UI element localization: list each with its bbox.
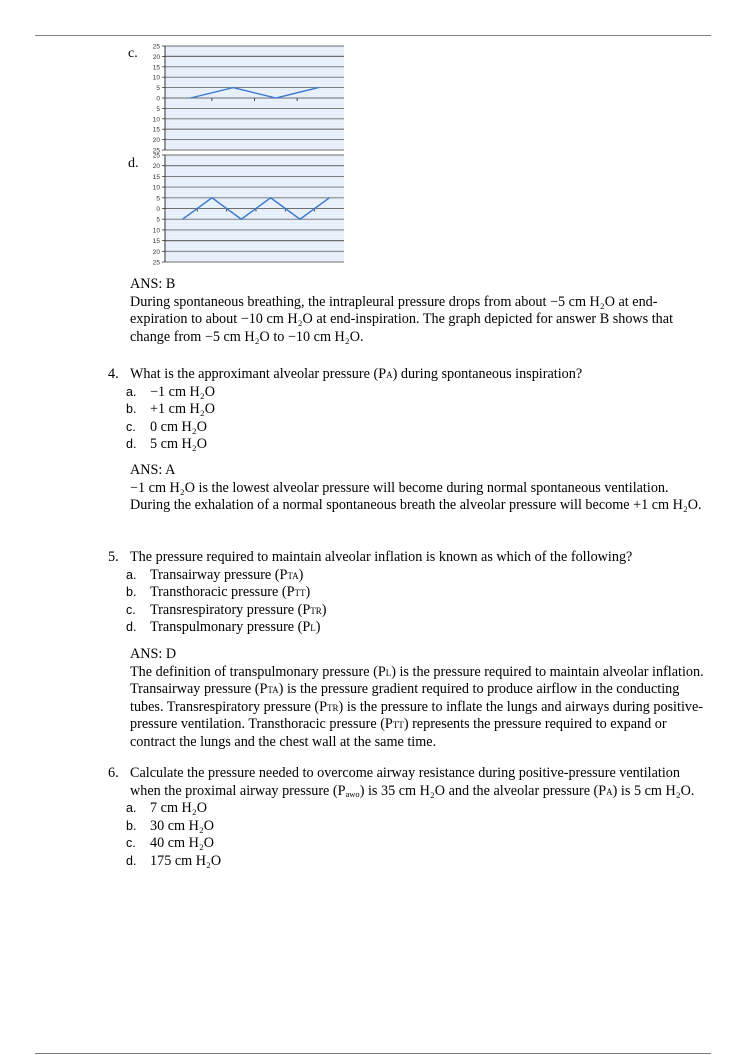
- option-letter-c: c.: [128, 46, 138, 61]
- y-tick-label: 10: [152, 184, 160, 192]
- answer-rationale: The definition of transpulmonary pressure (PL) is the pressure required to maintain alveolar inflation. Transairway pressure (PTA) is the pressure gradient required to produce airflow in the conducting tubes. Transrespiratory pressure (PTR) is the pressure to inflate the lungs and airways during positive-pressure ventilation. Transthoracic pressure (PTT) represents the pressure required to expand or contract the lungs and the chest wall at the same time.: [130, 663, 704, 750]
- data-point: [233, 87, 234, 88]
- option-d: d. Transpulmonary pressure (PL): [126, 619, 321, 635]
- y-tick-label: 15: [152, 64, 160, 72]
- answer-label: ANS: A: [130, 462, 176, 478]
- bottom-page-rule: [35, 1053, 711, 1054]
- option-list: [108, 567, 708, 637]
- option-letter-d: d.: [128, 156, 139, 171]
- option-b: b. Transthoracic pressure (PTT): [126, 584, 311, 600]
- answer-rationale: −1 cm H₂O is the lowest alveolar pressure will become during normal spontaneous ventilation. During the exhalation of a normal spontaneous breath the alveolar pressure will become +1 cm H₂O.: [130, 479, 702, 513]
- y-tick-label: 15: [152, 126, 160, 134]
- y-tick-label: 25: [152, 152, 160, 160]
- graph-d: [140, 151, 350, 266]
- question-stem: Calculate the pressure needed to overcome airway resistance during positive-pressure ventilation when the proximal airway pressure $(P_{awo})$ is 35 cm H₂O and the alveolar pressure (PA) is 5 cm H₂O.: [130, 765, 695, 799]
- question-number: 6.: [108, 765, 119, 781]
- y-tick-label: 5: [156, 195, 160, 203]
- option-a: a. −1 cm H₂O: [126, 383, 215, 400]
- data-point: [241, 219, 242, 220]
- data-point: [182, 219, 183, 220]
- y-tick-label: 0: [156, 95, 160, 103]
- question-6: [108, 765, 708, 870]
- data-point: [190, 97, 191, 98]
- option-a: a. 7 cm H₂O: [126, 800, 207, 816]
- answer-label: ANS: D: [130, 646, 177, 662]
- option-b: b. +1 cm H₂O: [126, 401, 215, 417]
- question-stem: The pressure required to maintain alveolar inflation is known as which of the following?: [130, 549, 633, 565]
- y-tick-label: 25: [152, 259, 160, 266]
- y-tick-label: 15: [152, 238, 160, 246]
- question-stem: What is the approximant alveolar pressure (PA) during spontaneous inspiration?: [130, 366, 583, 382]
- y-tick-label: 10: [152, 116, 160, 124]
- graph-d-svg: [140, 151, 350, 266]
- option-c: c. 40 cm H₂O: [126, 835, 215, 851]
- data-point: [270, 197, 271, 198]
- y-tick-label: 25: [152, 43, 160, 51]
- data-point: [329, 197, 330, 198]
- option-d: d. 5 cm H₂O: [126, 436, 207, 452]
- option-c: c. Transrespiratory pressure (PTR): [126, 601, 327, 618]
- question-number: 4.: [108, 366, 119, 382]
- y-tick-label: 25: [152, 147, 160, 154]
- y-tick-label: 20: [152, 53, 160, 61]
- answer-label: ANS: B: [130, 276, 176, 292]
- option-list: [108, 800, 708, 870]
- y-tick-label: 5: [156, 85, 160, 93]
- y-tick-label: 5: [156, 105, 160, 113]
- question-5: [108, 549, 708, 637]
- question-4: [108, 366, 708, 454]
- data-point: [318, 87, 319, 88]
- option-d: d. 175 cm H₂O: [126, 852, 222, 869]
- prev-answer-block: [130, 276, 710, 346]
- data-point: [299, 219, 300, 220]
- y-tick-label: 10: [152, 227, 160, 235]
- data-point: [275, 97, 276, 98]
- y-tick-label: 0: [156, 206, 160, 213]
- y-tick-label: 20: [152, 163, 160, 171]
- answer-block-5: [130, 646, 710, 751]
- y-tick-label: 20: [152, 137, 160, 145]
- y-tick-label: 20: [152, 248, 160, 256]
- answer-block-4: [130, 462, 710, 515]
- answer-rationale: During spontaneous breathing, the intrapleural pressure drops from about −5 cm H₂O at end-expiration to about −10 cm H₂O at end-inspiration. The graph depicted for answer B shows that change from −5 cm H₂O to −10 cm H₂O.: [130, 293, 674, 345]
- graph-c-svg: [140, 42, 350, 154]
- option-a: a. Transairway pressure (PTA): [126, 566, 304, 583]
- question-number: 5.: [108, 549, 119, 565]
- y-tick-label: 15: [152, 173, 160, 181]
- option-c: c. 0 cm H₂O: [126, 418, 207, 435]
- data-point: [211, 197, 212, 198]
- top-page-rule: [35, 35, 711, 36]
- option-b: b. 30 cm H₂O: [126, 817, 215, 834]
- y-tick-label: 10: [152, 74, 160, 82]
- y-tick-label: 5: [156, 216, 160, 224]
- graph-c: [140, 42, 350, 154]
- option-list: [108, 384, 708, 454]
